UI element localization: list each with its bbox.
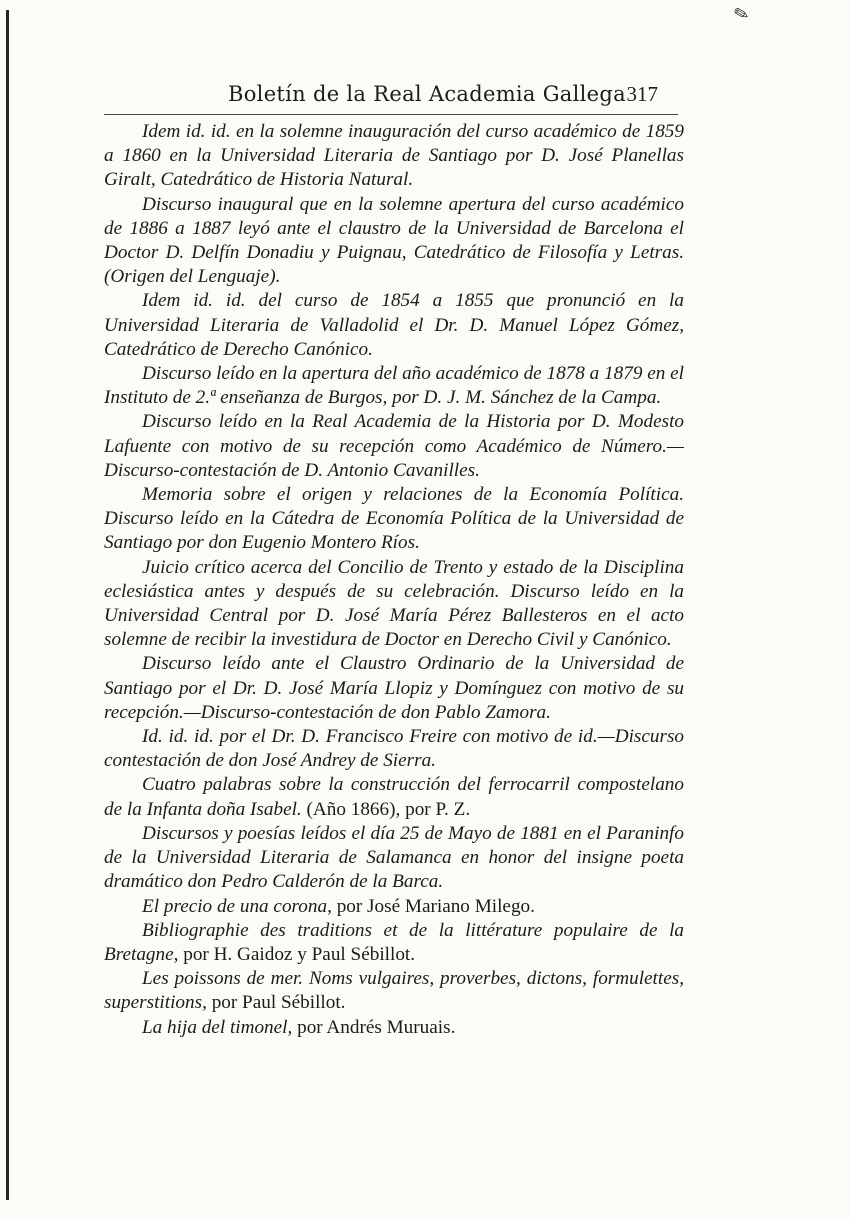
entry-title: Discurso leído en la apertura del año académico de 1878 a 1879 en el Instituto de 2.ª enseñanza de Burgos, por D. J. M. Sánchez de la Campa. (104, 363, 684, 409)
running-header (104, 78, 678, 115)
journal-title: Boletín de la Real Academia Gallega (228, 82, 626, 106)
entry-title: Bibliographie des traditions et de la littérature populaire de la Bretagne, (104, 919, 684, 965)
entry-title: Juicio crítico acerca del Concilio de Trento y estado de la Disciplina eclesiástica antes y después de su celebración. Discurso leído en la Universidad Central por D. José María Pérez Ballesteros en el acto solemne de recibir la investidura de Doctor en Derecho Civil y Canónico. (104, 556, 684, 651)
list-item (104, 967, 684, 1015)
list-item (104, 193, 684, 290)
list-item (104, 822, 684, 895)
list-item (104, 289, 684, 362)
entry-title: Les poissons de mer. Noms vulgaires, proverbes, dictons, formulettes, superstitions, (104, 968, 684, 1014)
entry-title: Idem id. id. del curso de 1854 a 1855 que pronunció en la Universidad Literaria de Valladolid el Dr. D. Manuel López Gómez, Catedrático de Derecho Canónico. (104, 290, 684, 360)
entry-title: Cuatro palabras sobre la construcción del ferrocarril compostelano de la Infanta doña Isabel. (104, 774, 684, 820)
entry-title: Discurso leído ante el Claustro Ordinario de la Universidad de Santiago por el Dr. D. José María Llopiz y Domínguez con motivo de su recepción.—Discurso-contestación de don Pablo Zamora. (104, 653, 684, 723)
list-item (104, 725, 684, 773)
entry-author: por H. Gaidoz y Paul Sébillot. (178, 943, 416, 965)
page-number: 317 (626, 82, 658, 106)
entry-title: La hija del timonel, (142, 1016, 293, 1038)
entry-title: El precio de una corona, (142, 895, 332, 917)
entry-title: Discurso leído en la Real Academia de la Historia por D. Modesto Lafuente con motivo de su recepción como Académico de Número.—Discurso-contestación de D. Antonio Cavanilles. (104, 411, 684, 481)
entry-title: Discurso inaugural que en la solemne apertura del curso académico de 1886 a 1887 leyó ante el claustro de la Universidad de Barcelona el Doctor D. Delfín Donadiu y Puignau, Catedrático de Filosofía y Letras. (Origen del Lenguaje). (104, 193, 684, 288)
list-item (104, 483, 684, 556)
list-item (104, 919, 684, 967)
list-item (104, 652, 684, 725)
bibliography-list (104, 120, 684, 1040)
entry-title: Idem id. id. en la solemne inauguración del curso académico de 1859 a 1860 en la Universidad Literaria de Santiago por D. José Planellas Giralt, Catedrático de Historia Natural. (104, 121, 684, 191)
list-item (104, 120, 684, 193)
list-item (104, 895, 684, 919)
list-item (104, 362, 684, 410)
page-margin-rule (6, 10, 9, 1200)
entry-title: Discursos y poesías leídos el día 25 de Mayo de 1881 en el Paraninfo de la Universidad Literaria de Salamanca en honor del insigne poeta dramático don Pedro Calderón de la Barca. (104, 822, 684, 893)
entry-title: Memoria sobre el origen y relaciones de la Economía Política. Discurso leído en la Cátedra de Economía Política de la Universidad de Santiago por don Eugenio Montero Ríos. (104, 484, 684, 554)
entry-title: Id. id. id. por el Dr. D. Francisco Freire con motivo de id.—Discurso contestación de don José Andrey de Sierra. (104, 726, 684, 772)
list-item (104, 556, 684, 653)
list-item (104, 773, 684, 821)
entry-author: por Paul Sébillot. (206, 992, 346, 1014)
list-item (104, 410, 684, 483)
ink-mark-icon: ✎ (731, 2, 752, 26)
list-item (104, 1016, 684, 1040)
entry-author: por Andrés Muruais. (292, 1016, 456, 1038)
entry-author: (Año 1866), por P. Z. (301, 798, 471, 820)
entry-author: por José Mariano Milego. (331, 895, 535, 917)
